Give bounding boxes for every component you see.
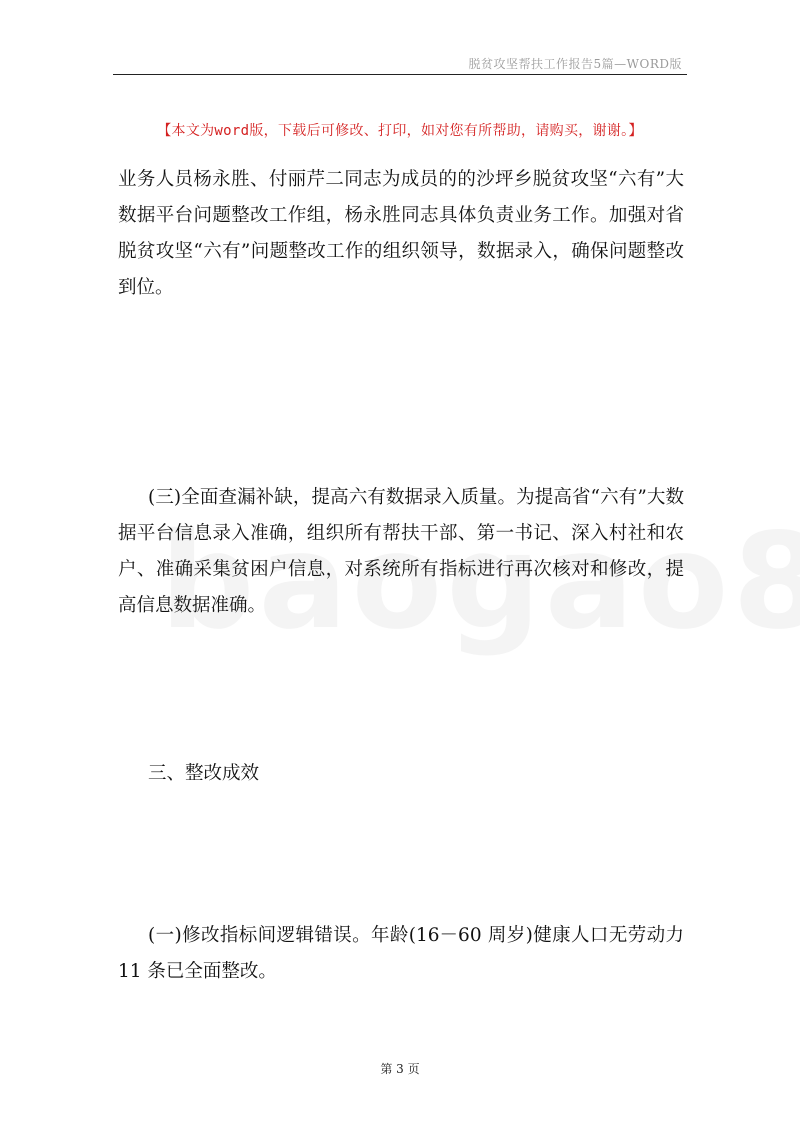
body-paragraph-1: 业务人员杨永胜、付丽芹二同志为成员的的沙坪乡脱贫攻坚“六有”大数据平台问题整改工作组，杨永胜同志具体负责业务工作。加强对省脱贫攻坚“六有”问题整改工作的组织领导，数据录入，确保问题整改到位。 — [118, 169, 684, 298]
body-paragraph-2: (三)全面查漏补缺，提高六有数据录入质量。为提高省“六有”大数据平台信息录入准确，组织所有帮扶干部、第一书记、深入村社和农户、准确采集贫困户信息，对系统所有指标进行再次核对和修改，提高信息数据准确。 — [118, 487, 684, 616]
download-notice: 【本文为word版，下载后可修改、打印，如对您有所帮助，请购买，谢谢。】 — [157, 123, 643, 139]
section-heading-results: 三、整改成效 — [148, 763, 260, 784]
page-number: 第 3 页 — [380, 1062, 420, 1076]
header-title: 脱贫攻坚帮扶工作报告5篇—WORD版 — [468, 57, 682, 71]
body-paragraph-3: (一)修改指标间逻辑错误。年龄(16－60 周岁)健康人口无劳动力 11 条已全面整改。 — [118, 925, 684, 982]
header-divider — [113, 74, 687, 75]
